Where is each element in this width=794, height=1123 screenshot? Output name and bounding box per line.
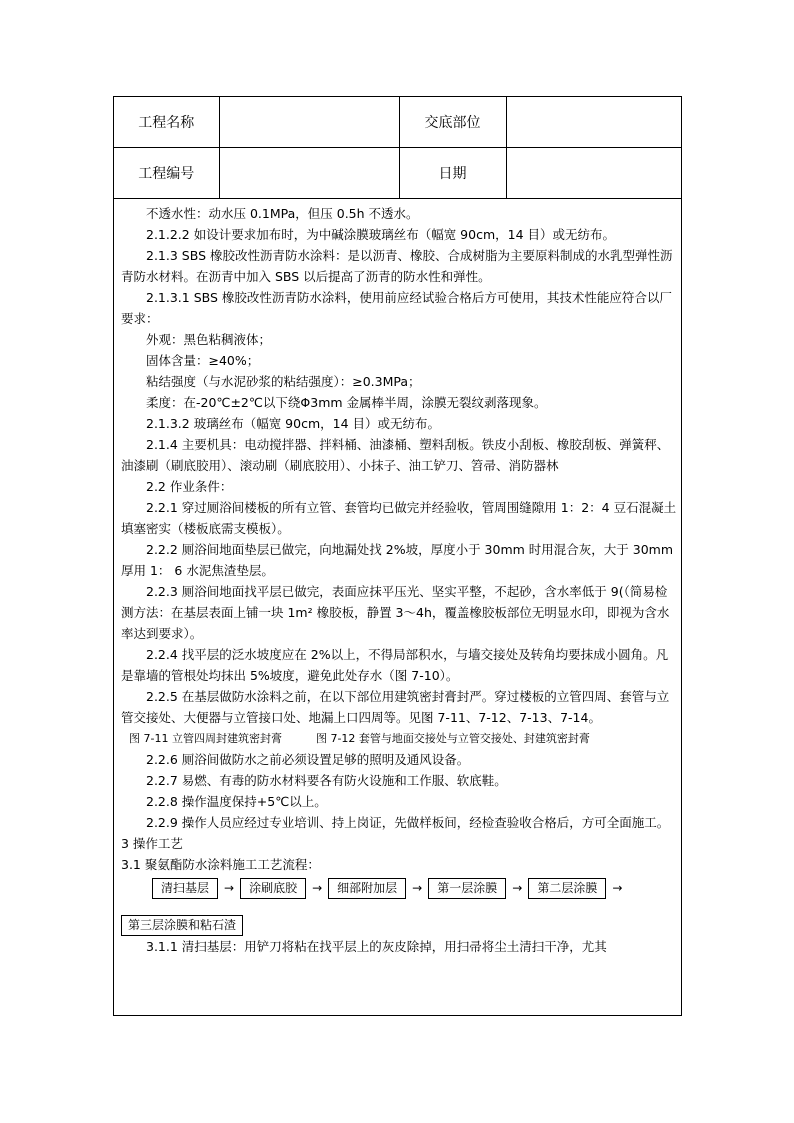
paragraph: 2.2.3 厕浴间地面找平层已做完，表面应抹平压光、坚实平整，不起砂，含水率低于 9(（简易检测方法：在基层表面上铺一块 1m² 橡胶板，静置 3～4h，覆盖橡胶板部位无明显水印，即视为含水率达到要求）。 — [121, 584, 670, 641]
flow-step: 涂刷底胶 — [240, 878, 306, 899]
handover-part-label: 交底部位 — [399, 97, 506, 148]
paragraph: 2.1.3.2 玻璃丝布（幅宽 90cm，14 目）或无纺布。 — [146, 416, 441, 431]
paragraph: 2.2 作业条件： — [146, 479, 233, 494]
paragraph: 固体含量：≥40%； — [146, 353, 260, 368]
paragraph: 2.1.4 主要机具：电动搅拌器、拌料桶、油漆桶、塑料刮板。铁皮小刮板、橡胶刮板、弹簧秤、油漆刷（刷底胶用）、滚动刷（刷底胶用）、小抹子、油工铲刀、笤帚、消防器林 — [121, 437, 670, 473]
paragraph: 3.1 聚氨酯防水涂料施工工艺流程： — [121, 857, 320, 872]
flow-step: 第二层涂膜 — [528, 878, 606, 899]
date-label: 日期 — [399, 148, 506, 199]
paragraph: 2.2.6 厕浴间做防水之前必须设置足够的照明及通风设备。 — [146, 752, 470, 767]
paragraph: 粘结强度（与水泥砂浆的粘结强度）：≥0.3MPa； — [146, 374, 421, 389]
arrow-icon: → — [312, 881, 323, 895]
paragraph: 2.2.1 穿过厕浴间楼板的所有立管、套管均已做完并经验收，管周围缝隙用 1：2：4 豆石混凝土填塞密实（楼板底需支模板）。 — [121, 500, 677, 536]
handover-part-value — [506, 97, 681, 148]
paragraph: 2.2.8 操作温度保持+5℃以上。 — [146, 794, 327, 809]
arrow-icon: → — [224, 881, 235, 895]
figure-caption: 图 7-12 套管与地面交接处与立管交接处、封建筑密封膏 — [315, 732, 590, 745]
paragraph: 2.2.7 易燃、有毒的防水材料要各有防火设施和工作服、软底鞋。 — [146, 773, 507, 788]
paragraph: 不透水性：动水压 0.1MPa，但压 0.5h 不透水。 — [146, 206, 419, 221]
body-content — [114, 199, 681, 957]
paragraph-group-1 — [121, 203, 677, 728]
paragraph: 2.2.4 找平层的泛水坡度应在 2%以上，不得局部积水，与墙交接处及转角均要抹成小圆角。凡是靠墙的管根处均抹出 5%坡度，避免此处存水（图 7-10）。 — [121, 647, 669, 683]
header-table — [114, 97, 681, 199]
arrow-icon: → — [512, 881, 523, 895]
paragraph: 2.1.3.1 SBS 橡胶改性沥青防水涂料，使用前应经试验合格后方可使用，其技术性能应符合以厂要求： — [121, 290, 672, 326]
paragraph: 2.2.5 在基层做防水涂料之前，在以下部位用建筑密封膏封严。穿过楼板的立管四周、套管与立管交接处、大便器与立管接口处、地漏上口四周等。见图 7-11、7-12、7-13、7-14。 — [121, 689, 670, 725]
process-flow-continued — [121, 915, 677, 936]
flow-step: 第一层涂膜 — [428, 878, 506, 899]
paragraph: 柔度：在-20℃±2℃以下绕Φ3mm 金属棒半周，涂膜无裂纹剥落现象。 — [146, 395, 547, 410]
arrow-icon: → — [412, 881, 423, 895]
project-name-value — [219, 97, 399, 148]
project-name-label: 工程名称 — [114, 97, 219, 148]
paragraph: 2.1.2.2 如设计要求加布时，为中碱涂膜玻璃丝布（幅宽 90cm，14 目）或无纺布。 — [146, 227, 616, 242]
paragraph: 2.2.9 操作人员应经过专业培训、持上岗证，先做样板间，经检查验收合格后，方可全面施工。 — [146, 815, 670, 830]
flow-step: 清扫基层 — [152, 878, 218, 899]
flow-step: 细部附加层 — [328, 878, 406, 899]
paragraph: 2.2.2 厕浴间地面垫层已做完，向地漏处找 2%坡，厚度小于 30mm 时用混合灰，大于 30mm 厚用 1： 6 水泥焦渣垫层。 — [121, 542, 674, 578]
paragraph-group-2 — [121, 749, 677, 875]
flow-step-last: 第三层涂膜和粘石渣 — [121, 915, 243, 936]
figure-captions — [121, 728, 677, 749]
document-frame — [113, 96, 682, 1016]
date-value — [506, 148, 681, 199]
project-no-value — [219, 148, 399, 199]
process-flow — [152, 878, 677, 899]
paragraph: 3 操作工艺 — [121, 836, 183, 851]
project-no-label: 工程编号 — [114, 148, 219, 199]
paragraph: 外观：黑色粘稠液体； — [146, 332, 272, 347]
final-paragraph: 3.1.1 清扫基层：用铲刀将粘在找平层上的灰皮除掉，用扫帚将尘土清扫干净，尤其 — [146, 939, 607, 954]
arrow-icon: → — [612, 881, 623, 895]
figure-caption: 图 7-11 立管四周封建筑密封膏 — [129, 732, 282, 745]
paragraph: 2.1.3 SBS 橡胶改性沥青防水涂料：是以沥青、橡胶、合成树脂为主要原料制成的水乳型弹性沥青防水材料。在沥青中加入 SBS 以后提高了沥青的防水性和弹性。 — [121, 248, 673, 284]
